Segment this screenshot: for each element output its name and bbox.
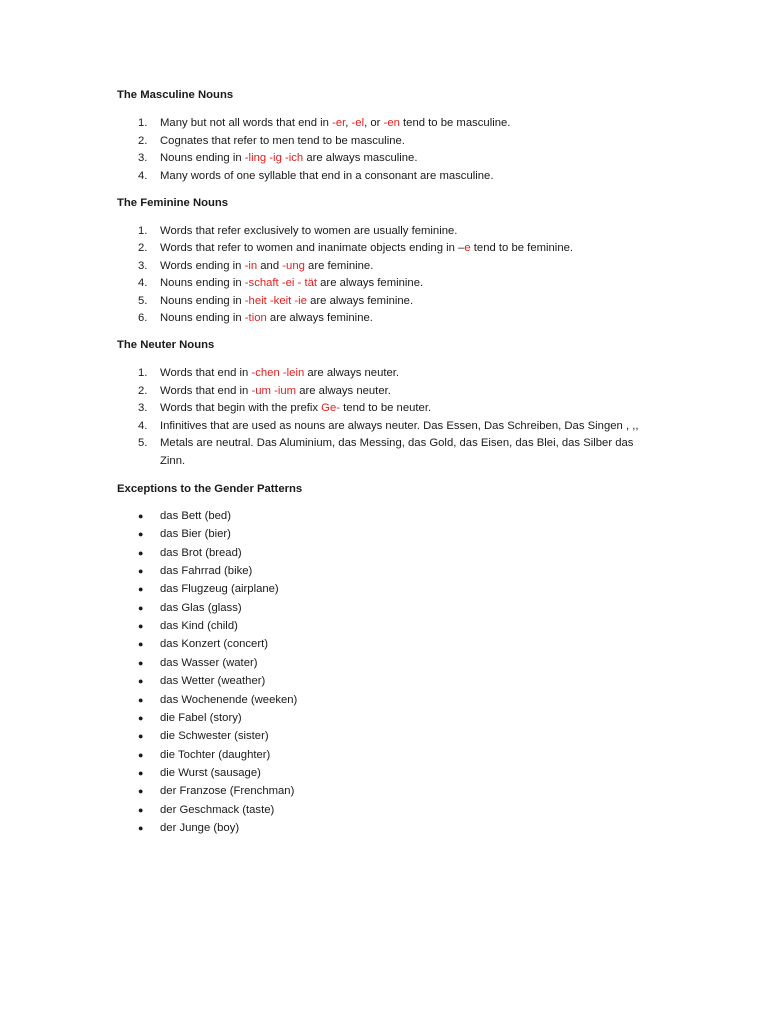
text-segment: das Fahrrad (bike) xyxy=(160,565,253,578)
list-item-text xyxy=(160,276,423,290)
bullet-icon: ● xyxy=(138,529,144,540)
bullet-icon: ● xyxy=(138,749,144,760)
text-segment: Nouns ending in xyxy=(160,152,245,164)
list-item-text xyxy=(160,766,261,780)
highlighted-suffix: -el xyxy=(351,117,365,129)
list-number: 3. xyxy=(138,152,148,164)
text-segment: die Fabel (story) xyxy=(160,711,242,724)
bullet-icon: ● xyxy=(138,731,144,742)
list-number: 4. xyxy=(138,420,148,432)
text-segment: Words that refer to women and inanimate objects ending in – xyxy=(160,242,465,254)
highlighted-suffix: -heit xyxy=(244,295,267,307)
list-number: 3. xyxy=(138,260,148,272)
list-number: 4. xyxy=(138,277,148,289)
list-item-text xyxy=(160,729,269,743)
list-item-continuation-text: Zinn. xyxy=(160,455,186,467)
list-number: 1. xyxy=(138,225,148,237)
text-segment: das Wochenende (weeken) xyxy=(160,693,298,706)
bullet-icon: ● xyxy=(138,511,144,521)
text-segment: das Brot (bread) xyxy=(160,546,242,559)
text-segment: are always masculine. xyxy=(303,152,418,164)
text-segment: die Wurst (sausage) xyxy=(160,766,261,779)
highlighted-suffix: -ig xyxy=(269,152,282,164)
text-segment: der Franzose (Frenchman) xyxy=(160,785,295,798)
list-number: 1. xyxy=(138,367,148,379)
text-segment: are always neuter. xyxy=(304,367,400,379)
text-segment: das Bett (bed) xyxy=(160,510,231,522)
text-segment: Words that end in xyxy=(160,385,252,397)
list-item-text xyxy=(160,116,510,130)
text-segment: das Konzert (concert) xyxy=(160,638,268,651)
list-item-text xyxy=(160,711,242,725)
text-segment: Many but not all words that end in xyxy=(160,117,333,129)
bullet-icon: ● xyxy=(138,676,144,687)
list-item-text xyxy=(160,401,431,415)
highlighted-suffix: -chen xyxy=(251,367,280,379)
text-segment: Infinitives that are used as nouns are always neuter. Das Essen, Das Schreiben, Das Singen , ,, xyxy=(160,420,639,432)
list-item-text xyxy=(160,366,399,380)
text-segment: Words that end in xyxy=(160,367,252,379)
text-segment: are always feminine. xyxy=(306,295,414,307)
text-segment: are always neuter. xyxy=(296,385,391,397)
text-segment: tend to be feminine. xyxy=(470,242,574,254)
list-number: 2. xyxy=(138,242,148,254)
list-item-text xyxy=(160,294,413,308)
list-item-text xyxy=(160,384,391,398)
list-number: 5. xyxy=(138,437,148,449)
highlighted-suffix: -in xyxy=(244,260,258,272)
highlighted-suffix: -ie xyxy=(294,295,307,307)
bullet-icon: ● xyxy=(138,767,144,778)
text-segment: Nouns ending in xyxy=(160,312,245,324)
text-segment: Words ending in xyxy=(160,260,245,272)
list-item-text xyxy=(160,419,639,433)
bullet-icon: ● xyxy=(138,657,144,668)
highlighted-suffix: - tät xyxy=(297,277,318,289)
text-segment: Cognates that refer to men tend to be masculine. xyxy=(160,135,405,147)
list-item-text xyxy=(160,748,270,762)
list-item-text xyxy=(160,784,294,798)
list-number: 4. xyxy=(138,170,148,182)
list-number: 1. xyxy=(138,117,148,129)
text-segment: are always feminine. xyxy=(317,277,424,289)
list-item-text xyxy=(160,693,297,707)
text-segment: and xyxy=(257,260,283,272)
bullet-icon: ● xyxy=(138,602,144,613)
list-item-text xyxy=(160,134,405,148)
text-segment: , or xyxy=(364,117,384,129)
text-segment: das Kind (child) xyxy=(160,620,238,633)
list-item-text xyxy=(160,311,373,325)
text-segment: Many words of one syllable that end in a consonant are masculine. xyxy=(160,170,494,182)
highlighted-suffix: -er xyxy=(332,117,346,129)
list-item-text xyxy=(160,169,493,183)
text-segment: der Junge (boy) xyxy=(160,821,240,834)
highlighted-suffix: -en xyxy=(383,117,400,129)
section-heading-feminine: The Feminine Nouns xyxy=(117,197,229,209)
bullet-icon: ● xyxy=(138,547,144,558)
text-segment: are feminine. xyxy=(304,260,374,272)
highlighted-suffix: -keit xyxy=(269,295,292,307)
list-number: 3. xyxy=(138,402,148,414)
list-item-text xyxy=(160,224,457,238)
text-segment: Nouns ending in xyxy=(160,295,245,307)
text-segment: das Wetter (weather) xyxy=(160,675,266,688)
highlighted-suffix: -lein xyxy=(282,367,305,379)
text-segment: die Schwester (sister) xyxy=(160,730,269,743)
list-number: 5. xyxy=(138,295,148,307)
text-segment: are always feminine. xyxy=(266,312,373,324)
highlighted-suffix: -ium xyxy=(274,385,297,397)
text-segment: Words that begin with the prefix xyxy=(160,402,322,414)
list-number: 2. xyxy=(138,385,148,397)
list-number: 6. xyxy=(138,312,148,324)
section-heading-exceptions: Exceptions to the Gender Patterns xyxy=(117,483,303,495)
bullet-icon: ● xyxy=(138,712,144,723)
list-item-text xyxy=(160,803,274,817)
bullet-icon: ● xyxy=(138,566,144,577)
bullet-icon: ● xyxy=(138,639,144,650)
bullet-icon: ● xyxy=(138,584,144,595)
section-heading-neuter: The Neuter Nouns xyxy=(117,339,215,351)
text-segment: die Tochter (daughter) xyxy=(160,748,271,761)
highlighted-suffix: -ei xyxy=(281,277,295,289)
list-item-text xyxy=(160,619,238,633)
list-item-text xyxy=(160,527,231,541)
list-item-text xyxy=(160,509,231,523)
list-item-text xyxy=(160,564,252,578)
bullet-icon: ● xyxy=(138,804,144,815)
text-segment: das Wasser (water) xyxy=(160,656,258,669)
highlighted-suffix: -ung xyxy=(282,260,305,272)
list-item-text xyxy=(160,436,633,450)
list-item-text xyxy=(160,601,242,615)
bullet-icon: ● xyxy=(138,786,144,797)
text-segment: Metals are neutral. Das Aluminium, das Messing, das Gold, das Eisen, das Blei, das Silber das xyxy=(160,437,634,449)
text-segment: tend to be masculine. xyxy=(399,117,511,129)
text-segment: der Geschmack (taste) xyxy=(160,803,275,816)
highlighted-suffix: Ge- xyxy=(321,402,341,414)
list-item-text xyxy=(160,241,573,255)
text-segment: Words that refer exclusively to women are usually feminine. xyxy=(160,225,458,237)
list-item-text xyxy=(160,259,373,273)
highlighted-suffix: -ich xyxy=(285,152,304,164)
highlighted-suffix: -um xyxy=(251,385,271,397)
text-segment: tend to be neuter. xyxy=(340,402,432,414)
text-segment: das Glas (glass) xyxy=(160,601,242,614)
list-number: 2. xyxy=(138,135,148,147)
text-segment: Nouns ending in xyxy=(160,277,245,289)
highlighted-suffix: e xyxy=(464,242,471,254)
highlighted-suffix: -ling xyxy=(244,152,267,164)
bullet-icon: ● xyxy=(138,822,144,833)
list-item-text xyxy=(160,151,417,165)
list-item-text xyxy=(160,637,268,651)
list-item-text xyxy=(160,582,279,596)
text-segment: das Bier (bier) xyxy=(160,528,231,541)
bullet-icon: ● xyxy=(138,694,144,705)
section-heading-masculine: The Masculine Nouns xyxy=(117,89,234,101)
list-item-text xyxy=(160,821,239,835)
list-item-text xyxy=(160,656,258,670)
list-item-text xyxy=(160,546,242,560)
text-segment: das Flugzeug (airplane) xyxy=(160,583,279,596)
bullet-icon: ● xyxy=(138,621,144,632)
highlighted-suffix: -schaft xyxy=(244,277,279,289)
highlighted-suffix: -tion xyxy=(244,312,267,324)
list-item-text xyxy=(160,674,265,688)
text-segment: , xyxy=(345,117,352,129)
